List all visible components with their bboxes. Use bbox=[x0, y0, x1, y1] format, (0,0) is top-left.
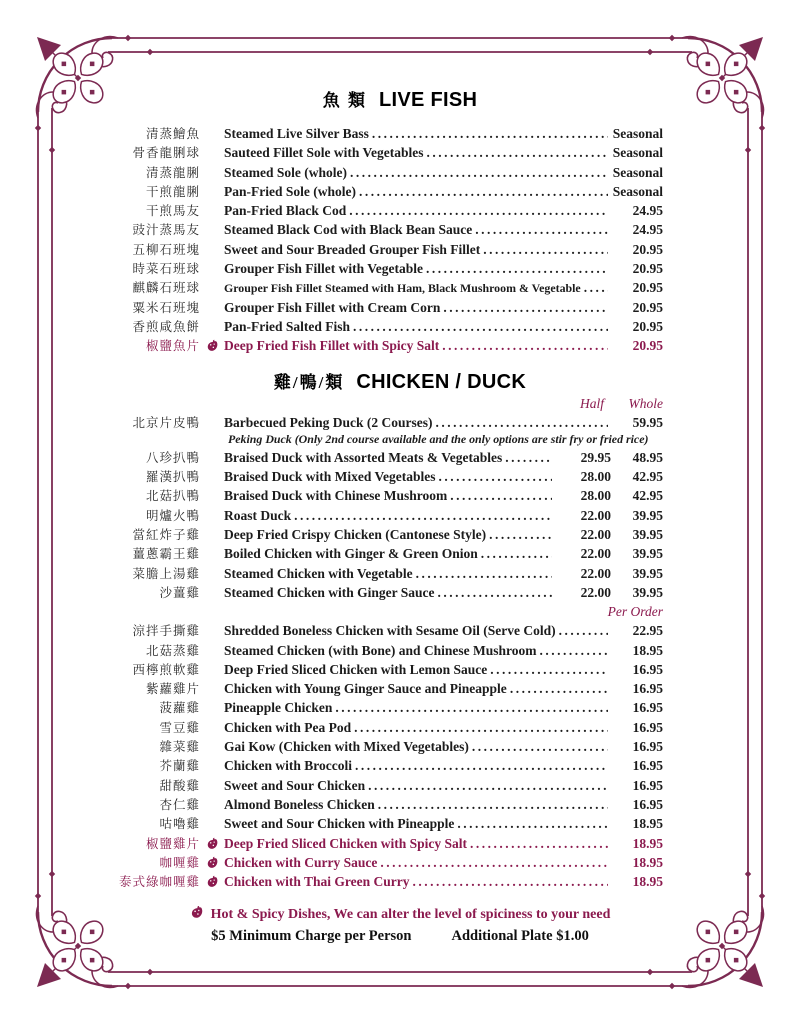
dish-name-chinese: 時菜石班球 bbox=[132, 262, 200, 277]
dish-name-english: Deep Fried Fish Fillet with Spicy Salt bbox=[224, 338, 440, 354]
dotted-leader bbox=[355, 758, 608, 774]
dish-name-chinese: 北菇扒鴨 bbox=[145, 489, 200, 504]
dish-name-english: Steamed Chicken with Vegetable bbox=[224, 565, 413, 581]
dotted-leader bbox=[380, 855, 608, 871]
menu-item-row bbox=[70, 641, 663, 660]
dish-name-chinese: 雪豆雞 bbox=[159, 720, 200, 735]
item-note: Peking Duck (Only 2nd course available and the only options are stir fry or fried rice) bbox=[228, 431, 649, 446]
price: 16.95 bbox=[632, 739, 663, 755]
dish-name-chinese: 北京片皮鴨 bbox=[132, 415, 200, 430]
dish-name-english: Pan-Fried Sole (whole) bbox=[224, 183, 356, 199]
dotted-leader bbox=[359, 184, 608, 200]
dish-name-english: Almond Boneless Chicken bbox=[224, 796, 375, 812]
chili-pepper-icon bbox=[206, 856, 219, 869]
menu-item-row bbox=[70, 660, 663, 679]
price: 20.95 bbox=[632, 280, 663, 296]
dish-name-english: Chicken with Young Ginger Sauce and Pineapple bbox=[224, 681, 507, 697]
price-half: 22.00 bbox=[580, 584, 611, 600]
price-half: 29.95 bbox=[580, 449, 611, 465]
dotted-leader bbox=[372, 126, 608, 142]
dotted-leader bbox=[426, 261, 608, 277]
menu-item-row bbox=[70, 163, 663, 182]
price: 18.95 bbox=[632, 816, 663, 832]
price: Seasonal bbox=[612, 145, 663, 161]
price: 16.95 bbox=[632, 661, 663, 677]
price-whole: 39.95 bbox=[632, 507, 663, 523]
menu-item-row bbox=[70, 718, 663, 737]
dish-name-english: Grouper Fish Fillet with Vegetable bbox=[224, 261, 423, 277]
dish-name-english: Braised Duck with Assorted Meats & Vegetables bbox=[224, 449, 503, 465]
dish-name-chinese: 雜菜雞 bbox=[159, 740, 200, 755]
dish-name-english: Boiled Chicken with Ginger & Green Onion bbox=[224, 546, 478, 562]
menu-item-row bbox=[70, 679, 663, 698]
price: 18.95 bbox=[632, 854, 663, 870]
dish-name-english: Deep Fried Sliced Chicken with Spicy Salt bbox=[224, 835, 468, 851]
price: 59.95 bbox=[632, 414, 663, 430]
spicy-icon-slot bbox=[200, 339, 224, 352]
dish-name-chinese: 杏仁雞 bbox=[159, 797, 200, 812]
menu-item-row bbox=[70, 776, 663, 795]
dotted-leader bbox=[559, 623, 608, 639]
price-whole: 42.95 bbox=[632, 469, 663, 485]
dish-name-chinese: 干煎馬友 bbox=[145, 204, 200, 219]
menu-item-row bbox=[70, 544, 663, 563]
menu-item-row bbox=[70, 336, 663, 355]
dish-name-english: Steamed Sole (whole) bbox=[224, 164, 347, 180]
dish-name-chinese: 骨香龍脷球 bbox=[132, 146, 200, 161]
section-header-chicken-duck bbox=[70, 368, 730, 394]
charges-footnote bbox=[70, 928, 730, 945]
price: 20.95 bbox=[632, 241, 663, 257]
dish-name-chinese: 粟米石班塊 bbox=[132, 300, 200, 315]
whole-column-header: Whole bbox=[628, 395, 663, 411]
dish-name-chinese: 菜膽上湯雞 bbox=[132, 566, 200, 581]
dish-name-chinese: 菠蘿雞 bbox=[159, 701, 200, 716]
dotted-leader bbox=[481, 546, 552, 562]
dish-name-english: Braised Duck with Mixed Vegetables bbox=[224, 469, 436, 485]
price: 16.95 bbox=[632, 796, 663, 812]
chili-pepper-icon bbox=[206, 875, 219, 888]
menu-item-row bbox=[70, 621, 663, 640]
price: 16.95 bbox=[632, 700, 663, 716]
dish-name-chinese: 香煎咸魚餅 bbox=[132, 319, 200, 334]
price: Seasonal bbox=[612, 164, 663, 180]
dish-name-english: Deep Fried Sliced Chicken with Lemon Sauce bbox=[224, 661, 488, 677]
menu-item-row bbox=[70, 240, 663, 259]
price-whole: 39.95 bbox=[632, 584, 663, 600]
price-whole: 39.95 bbox=[632, 565, 663, 581]
menu-item-row bbox=[70, 259, 663, 278]
half-column-header: Half bbox=[579, 395, 604, 411]
price: 18.95 bbox=[632, 835, 663, 851]
dotted-leader bbox=[489, 527, 552, 543]
dotted-leader bbox=[483, 242, 608, 258]
dish-name-chinese: 北菇蒸雞 bbox=[145, 643, 200, 658]
dotted-leader bbox=[438, 585, 552, 601]
chili-pepper-icon bbox=[206, 339, 219, 352]
dish-name-chinese: 咕嚕雞 bbox=[159, 817, 200, 832]
menu-item-row bbox=[70, 853, 663, 872]
dotted-leader bbox=[540, 643, 608, 659]
price: 16.95 bbox=[632, 777, 663, 793]
dotted-leader bbox=[450, 488, 552, 504]
price: 20.95 bbox=[632, 261, 663, 277]
dish-name-english: Braised Duck with Chinese Mushroom bbox=[224, 488, 448, 504]
dish-name-chinese: 清蒸龍脷 bbox=[145, 165, 200, 180]
dish-name-chinese: 椒鹽魚片 bbox=[145, 339, 200, 354]
dish-name-chinese: 清蒸鱠魚 bbox=[145, 127, 200, 141]
dish-name-english: Shredded Boneless Chicken with Sesame Oil (Serve Cold) bbox=[224, 623, 556, 639]
price-half: 22.00 bbox=[580, 565, 611, 581]
price-half: 22.00 bbox=[580, 507, 611, 523]
dish-name-english: Grouper Fish Fillet Steamed with Ham, Black Mushroom & Vegetable bbox=[224, 281, 581, 296]
dotted-leader bbox=[457, 816, 608, 832]
dish-name-chinese: 椒鹽雞片 bbox=[145, 836, 200, 851]
per-order-label: Per Order bbox=[607, 604, 663, 620]
dish-name-english: Pan-Fried Salted Fish bbox=[224, 318, 351, 334]
dotted-leader bbox=[349, 203, 608, 219]
per-order-item-list bbox=[70, 621, 730, 891]
price: 18.95 bbox=[632, 642, 663, 658]
price: 24.95 bbox=[632, 203, 663, 219]
dish-name-chinese: 西檸煎軟雞 bbox=[132, 662, 200, 677]
minimum-charge-text: $5 Minimum Charge per Person bbox=[211, 928, 412, 945]
additional-plate-text: Additional Plate $1.00 bbox=[451, 928, 589, 945]
section-title-english: CHICKEN / DUCK bbox=[356, 370, 527, 393]
spicy-footnote-text: Hot & Spicy Dishes, We can alter the level of spiciness to your need bbox=[210, 906, 611, 922]
menu-item-row bbox=[70, 220, 663, 239]
dotted-leader bbox=[413, 874, 608, 890]
section-title-english: LIVE FISH bbox=[378, 89, 478, 111]
price-half: 22.00 bbox=[580, 527, 611, 543]
dish-name-chinese: 咖喱雞 bbox=[159, 855, 200, 870]
menu-item-row bbox=[70, 124, 663, 143]
dotted-leader bbox=[294, 508, 552, 524]
dish-name-english: Gai Kow (Chicken with Mixed Vegetables) bbox=[224, 739, 469, 755]
dish-name-english: Steamed Chicken with Ginger Sauce bbox=[224, 584, 435, 600]
dish-name-chinese: 芥蘭雞 bbox=[159, 759, 200, 774]
price: 16.95 bbox=[632, 758, 663, 774]
price: 24.95 bbox=[632, 222, 663, 238]
menu-item-row bbox=[70, 814, 663, 833]
price-whole: 39.95 bbox=[632, 546, 663, 562]
dotted-leader bbox=[378, 797, 608, 813]
price-whole: 42.95 bbox=[632, 488, 663, 504]
dish-name-english: Chicken with Thai Green Curry bbox=[224, 874, 410, 890]
dotted-leader bbox=[427, 145, 609, 161]
dish-name-chinese: 泰式綠咖喱雞 bbox=[118, 875, 200, 890]
menu-item-row bbox=[70, 583, 663, 602]
menu-item-row bbox=[70, 525, 663, 544]
dish-name-chinese: 紫蘿雞片 bbox=[145, 682, 200, 697]
dish-name-chinese: 八珍扒鴨 bbox=[145, 450, 200, 465]
dish-name-english: Chicken with Curry Sauce bbox=[224, 854, 378, 870]
dish-name-chinese: 麒麟石班球 bbox=[132, 281, 200, 296]
dotted-leader bbox=[470, 836, 608, 852]
price-half: 28.00 bbox=[580, 488, 611, 504]
menu-item-row bbox=[70, 506, 663, 525]
price: 18.95 bbox=[632, 874, 663, 890]
menu-item-row bbox=[70, 467, 663, 486]
dish-name-chinese: 五柳石班塊 bbox=[132, 242, 200, 257]
dotted-leader bbox=[335, 700, 608, 716]
section-header-live-fish bbox=[70, 86, 730, 112]
dish-name-english: Steamed Live Silver Bass bbox=[224, 126, 369, 141]
menu-item-row bbox=[70, 756, 663, 775]
dish-name-english: Pan-Fried Black Cod bbox=[224, 203, 347, 219]
dotted-leader bbox=[505, 450, 552, 466]
dish-name-chinese: 干煎龍脷 bbox=[145, 184, 200, 199]
dish-name-english: Steamed Black Cod with Black Bean Sauce bbox=[224, 222, 473, 238]
price: Seasonal bbox=[612, 126, 663, 141]
section-title-chinese: 魚 類 bbox=[322, 91, 367, 110]
dish-name-chinese: 薑蔥霸王雞 bbox=[132, 547, 200, 562]
menu-item-row bbox=[70, 448, 663, 467]
dotted-leader bbox=[439, 469, 552, 485]
live-fish-item-list bbox=[70, 124, 730, 356]
price-whole: 48.95 bbox=[632, 449, 663, 465]
menu-item-row bbox=[70, 298, 663, 317]
spicy-icon-slot bbox=[200, 856, 224, 869]
dish-name-chinese: 明爐火鴨 bbox=[145, 508, 200, 523]
price-half: 22.00 bbox=[580, 546, 611, 562]
chili-pepper-icon-slot bbox=[190, 905, 204, 924]
section-title-chinese: 雞/鴨/類 bbox=[273, 372, 345, 392]
per-order-header-row bbox=[70, 604, 730, 621]
dotted-leader bbox=[353, 319, 608, 335]
dish-name-chinese: 涼拌手撕雞 bbox=[132, 624, 200, 639]
price: 16.95 bbox=[632, 681, 663, 697]
dish-name-chinese: 豉汁蒸馬友 bbox=[132, 223, 200, 238]
dish-name-english: Barbecued Peking Duck (2 Courses) bbox=[224, 414, 433, 430]
dish-name-english: Roast Duck bbox=[224, 507, 292, 523]
dish-name-english: Grouper Fish Fillet with Cream Corn bbox=[224, 299, 441, 315]
price-whole: 39.95 bbox=[632, 527, 663, 543]
price-half: 28.00 bbox=[580, 469, 611, 485]
dish-name-chinese: 沙薑雞 bbox=[159, 585, 200, 600]
chili-pepper-icon bbox=[190, 905, 204, 919]
dotted-leader bbox=[354, 720, 608, 736]
dotted-leader bbox=[490, 662, 608, 678]
dish-name-english: Sweet and Sour Chicken with Pineapple bbox=[224, 816, 455, 832]
menu-item-row bbox=[70, 143, 663, 162]
spicy-footnote bbox=[70, 905, 730, 924]
menu-item-row bbox=[70, 317, 663, 336]
price: 16.95 bbox=[632, 719, 663, 735]
chicken-duck-item-list bbox=[70, 413, 730, 603]
menu-item-row bbox=[70, 872, 663, 891]
dish-name-english: Sauteed Fillet Sole with Vegetables bbox=[224, 145, 424, 161]
dotted-leader bbox=[510, 681, 608, 697]
dish-name-english: Pineapple Chicken bbox=[224, 700, 333, 716]
chili-pepper-icon bbox=[206, 837, 219, 850]
menu-item-row bbox=[70, 201, 663, 220]
dotted-leader bbox=[436, 415, 609, 431]
dish-name-english: Sweet and Sour Chicken bbox=[224, 777, 366, 793]
dish-name-english: Steamed Chicken (with Bone) and Chinese Mushroom bbox=[224, 642, 537, 658]
spicy-icon-slot bbox=[200, 837, 224, 850]
menu-item-row bbox=[70, 182, 663, 201]
menu-item-row bbox=[70, 737, 663, 756]
dotted-leader bbox=[584, 280, 608, 296]
dish-name-english: Chicken with Broccoli bbox=[224, 758, 352, 774]
dotted-leader bbox=[416, 566, 552, 582]
menu-item-row bbox=[70, 698, 663, 717]
spicy-icon-slot bbox=[200, 875, 224, 888]
menu-item-row bbox=[70, 564, 663, 583]
dish-name-chinese: 甜酸雞 bbox=[159, 778, 200, 793]
dish-name-chinese: 當紅炸子雞 bbox=[132, 528, 200, 543]
menu-content bbox=[70, 86, 730, 945]
dish-name-english: Deep Fried Crispy Chicken (Cantonese Style) bbox=[224, 527, 487, 543]
menu-item-row bbox=[70, 834, 663, 853]
price: Seasonal bbox=[612, 183, 663, 199]
dotted-leader bbox=[350, 165, 608, 181]
dotted-leader bbox=[472, 739, 608, 755]
price: 20.95 bbox=[632, 299, 663, 315]
dotted-leader bbox=[475, 222, 608, 238]
price: 22.95 bbox=[632, 623, 663, 639]
menu-item-row bbox=[70, 486, 663, 505]
menu-item-row bbox=[70, 795, 663, 814]
price: 20.95 bbox=[632, 318, 663, 334]
dotted-leader bbox=[368, 778, 608, 794]
dotted-leader bbox=[442, 338, 608, 354]
menu-item-row bbox=[70, 413, 663, 432]
dish-name-chinese: 羅漢扒鴨 bbox=[145, 470, 200, 485]
dish-name-english: Chicken with Pea Pod bbox=[224, 719, 352, 735]
menu-item-row bbox=[70, 278, 663, 297]
dotted-leader bbox=[443, 300, 608, 316]
price-column-headers bbox=[70, 396, 730, 413]
price: 20.95 bbox=[632, 338, 663, 354]
dish-name-english: Sweet and Sour Breaded Grouper Fish Fillet bbox=[224, 241, 481, 257]
